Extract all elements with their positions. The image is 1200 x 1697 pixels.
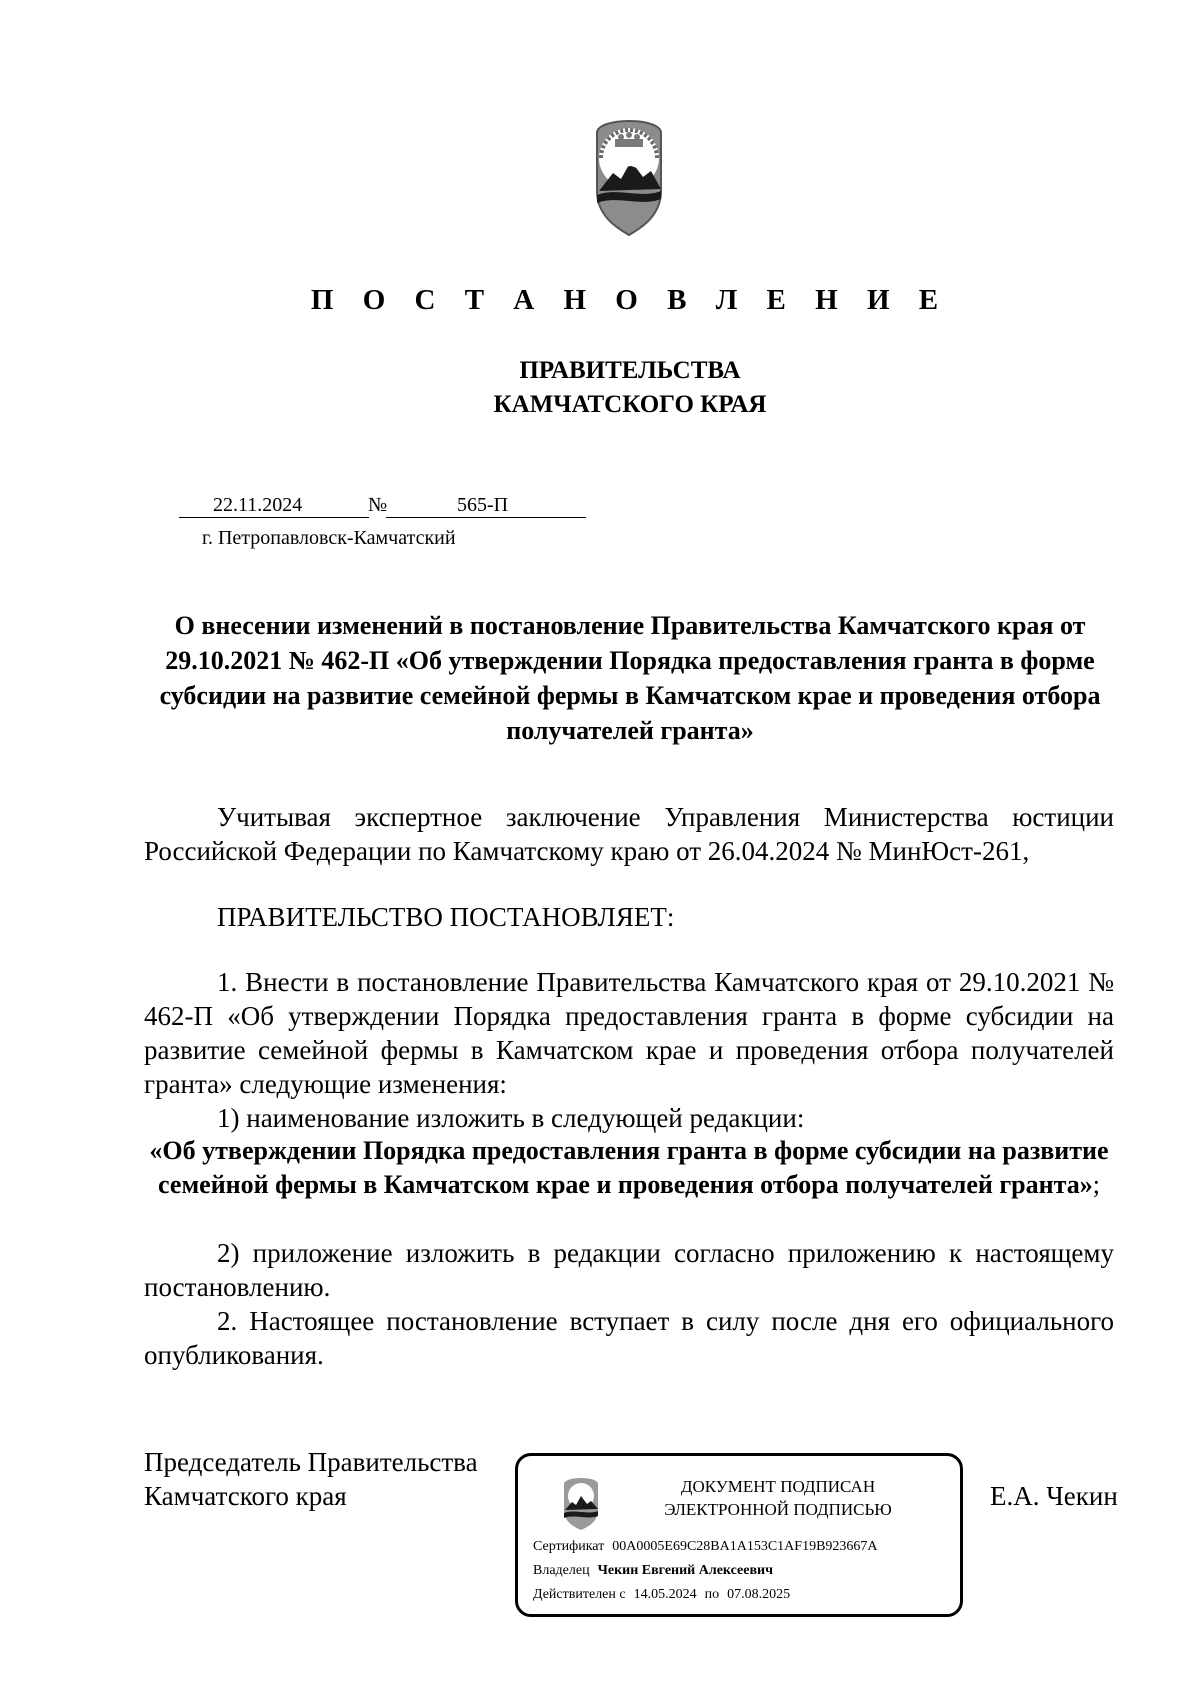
valid-from: 14.05.2024 [633, 1587, 697, 1602]
valid-label: Действителен с [533, 1587, 626, 1602]
signer-position-line-2: Камчатского края [144, 1481, 347, 1511]
stamp-line-1: ДОКУМЕНТ ПОДПИСАН [680, 1477, 876, 1496]
item-2-text: 2. Настоящее постановление вступает в силу после дня его официального опубликования. [144, 1306, 1114, 1370]
number-sign: № [368, 494, 388, 516]
preamble [144, 800, 1114, 868]
owner-value: Чекин Евгений Алексеевич [597, 1563, 773, 1578]
document-type-title: П О С Т А Н О В Л Е Н И Е [310, 284, 950, 316]
new-title-quote [144, 1134, 1114, 1202]
authority-line-2: КАМЧАТСКОГО КРАЯ [493, 391, 767, 418]
item-1 [144, 965, 1114, 1135]
coat-of-arms-emblem [577, 113, 681, 238]
valid-to-label: по [704, 1587, 720, 1602]
signer-position-line-1: Председатель Правительства [144, 1447, 478, 1477]
stamp-line-2: ЭЛЕКТРОННОЙ ПОДПИСЬЮ [664, 1500, 892, 1519]
owner-label: Владелец [533, 1563, 590, 1578]
cert-value: 00A0005E69C28BA1A153C1AF19B923667A [612, 1539, 878, 1554]
stamp-owner [533, 1562, 773, 1580]
valid-to: 07.08.2025 [727, 1587, 791, 1602]
signer-name: Е.А. Чекин [990, 1481, 1118, 1511]
item-1-2-text: 2) приложение изложить в редакции согласно приложению к настоящему постановлению. [144, 1238, 1114, 1302]
item-1-2-and-2 [144, 1236, 1114, 1372]
date-number-line [179, 491, 587, 521]
new-title-quote-text: «Об утверждении Порядка предоставления гранта в форме субсидии на развитие семейной фермы в Камчатском крае и проведения отбора получателей гранта» [149, 1136, 1109, 1199]
document-heading: О внесении изменений в постановление Правительства Камчатского края от 29.10.2021 № 462-П «Об утверждении Порядка предоставления гранта в форме субсидии на развитие семейной фермы в Камчатском крае и проведения отбора получателей гранта» [159, 611, 1101, 745]
resolves-text: ПРАВИТЕЛЬСТВО ПОСТАНОВЛЯЕТ: [217, 902, 675, 932]
stamp-emblem-icon [558, 1476, 604, 1530]
item-1-1-text: 1) наименование изложить в следующей редакции: [217, 1103, 805, 1133]
item-1-text: 1. Внести в постановление Правительства Камчатского края от 29.10.2021 № 462-П «Об утверждении Порядка предоставления гранта в форме субсидии на развитие семейной фермы в Камчатском крае и проведения отбора получателей гранта» следующие изменения: [144, 967, 1114, 1099]
resolves [144, 900, 1114, 934]
city: г. Петропавловск-Камчатский [202, 527, 456, 549]
cert-label: Сертификат [533, 1539, 605, 1554]
signer-position [144, 1445, 478, 1513]
authority-line-1: ПРАВИТЕЛЬСТВА [519, 357, 741, 384]
electronic-signature-stamp [515, 1453, 963, 1617]
document-date: 22.11.2024 [213, 494, 303, 516]
preamble-text: Учитывая экспертное заключение Управления Министерства юстиции Российской Федерации по Камчатскому краю от 26.04.2024 № МинЮст-261, [144, 802, 1114, 866]
new-title-quote-tail: ; [1092, 1170, 1100, 1199]
stamp-validity [533, 1586, 790, 1604]
stamp-certificate [533, 1538, 878, 1556]
document-number: 565-П [457, 494, 509, 516]
